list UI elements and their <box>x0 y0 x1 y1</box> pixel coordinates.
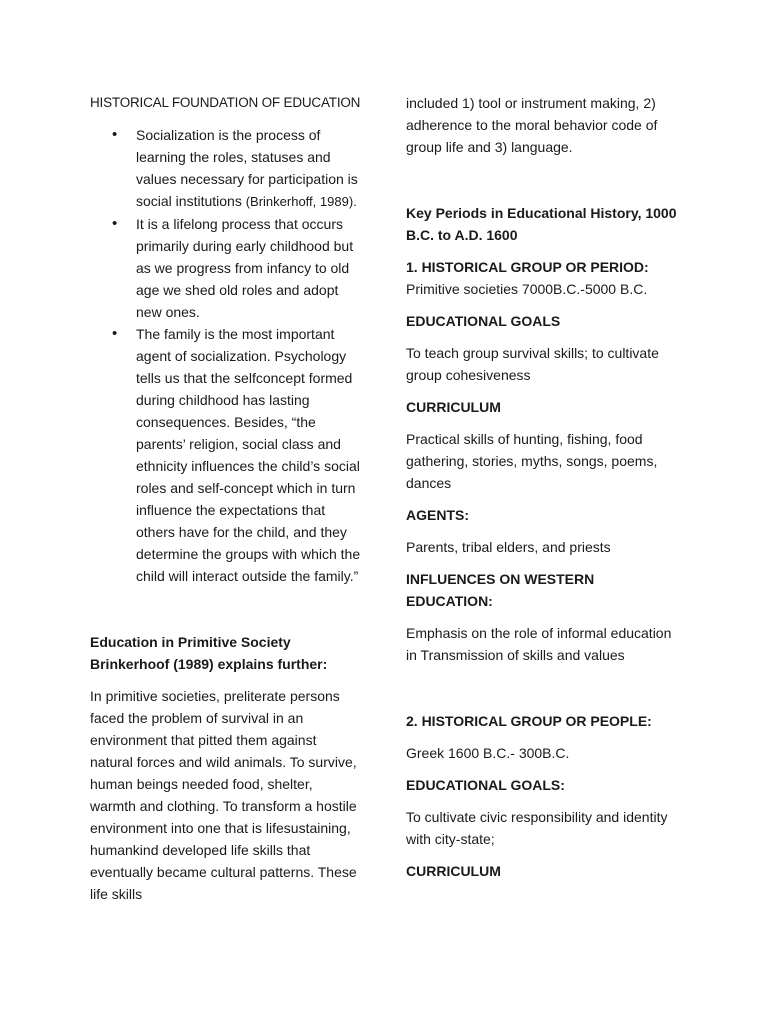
period-2-heading: 2. HISTORICAL GROUP OR PEOPLE: <box>406 713 652 729</box>
section-heading: Education in Primitive Society <box>90 634 291 650</box>
bullet-item <box>90 323 362 587</box>
continuation-paragraph: included 1) tool or instrument making, 2) adherence to the moral behavior code of group life and 3) language. <box>406 95 658 155</box>
bullet-text: Socialization is the process of learning the roles, statuses and values necessary for participation is social institutions <box>136 127 358 209</box>
period-2-curriculum-heading: CURRICULUM <box>406 863 501 879</box>
period-1-agents-heading: AGENTS: <box>406 507 469 523</box>
right-column <box>406 92 682 882</box>
bullet-item <box>90 124 362 213</box>
period-1-goals: To teach group survival skills; to cultivate group cohesiveness <box>406 345 659 383</box>
period-1-heading: 1. HISTORICAL GROUP OR PERIOD: <box>406 259 649 275</box>
bullet-text: It is a lifelong process that occurs primarily during early childhood but as we progress from infancy to old age we shed old roles and adopt new ones. <box>136 216 354 320</box>
period-2-goals-heading: EDUCATIONAL GOALS: <box>406 777 565 793</box>
period-1-influences: Emphasis on the role of informal education in Transmission of skills and values <box>406 625 672 663</box>
key-periods-heading: Key Periods in Educational History, 1000 B.C. to A.D. 1600 <box>406 205 677 243</box>
period-2-goals: To cultivate civic responsibility and identity with city-state; <box>406 809 668 847</box>
period-1-agents: Parents, tribal elders, and priests <box>406 539 611 555</box>
section-subheading: Brinkerhoof (1989) explains further: <box>90 656 328 672</box>
period-1-curriculum-heading: CURRICULUM <box>406 399 501 415</box>
bullet-text: The family is the most important agent of socialization. Psychology tells us that the selfconcept formed during childhood has lasting consequences. Besides, “the parents’ religion, social class and ethnicity influences the child’s social roles and self-concept which in turn influence the expectations that others have for the child, and they determine the groups with which the child will interact outside the family.” <box>136 326 361 584</box>
page-title: HISTORICAL FOUNDATION OF EDUCATION <box>90 95 361 110</box>
period-1-influences-heading: INFLUENCES ON WESTERN EDUCATION: <box>406 571 595 609</box>
period-2-group: Greek 1600 B.C.- 300B.C. <box>406 745 570 761</box>
citation: (Brinkerhoff, 1989). <box>245 194 357 209</box>
bullet-item <box>90 213 362 323</box>
body-paragraph: In primitive societies, preliterate persons faced the problem of survival in an environment that pitted them against natural forces and wild animals. To survive, human beings needed food, shelter, warmth and clothing. To transform a hostile environment into one that is lifesustaining, humankind developed life skills that eventually became cultural patterns. These life skills <box>90 688 357 902</box>
period-1-group: Primitive societies 7000B.C.-5000 B.C. <box>406 281 648 297</box>
bullet-list <box>90 124 362 587</box>
left-column <box>90 92 362 905</box>
period-1-curriculum: Practical skills of hunting, fishing, food gathering, stories, myths, songs, poems, dances <box>406 431 658 491</box>
period-1-goals-heading: EDUCATIONAL GOALS <box>406 313 561 329</box>
